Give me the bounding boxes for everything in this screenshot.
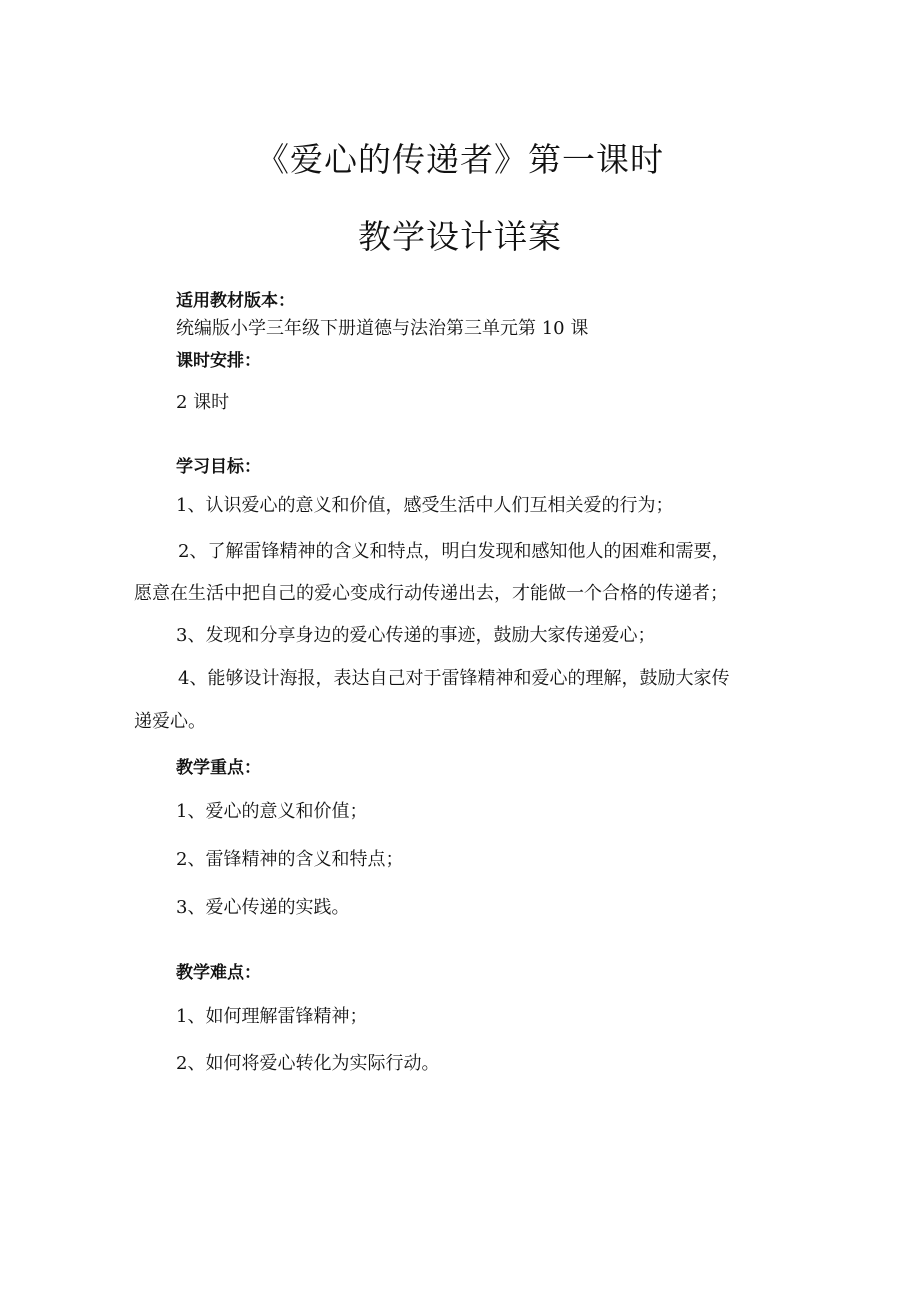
objective-item-continuation: 愿意在生活中把自己的爱心变成行动传递出去，才能做一个合格的传递者； [134,583,728,604]
objective-item: 1、认识爱心的意义和价值，感受生活中人们互相关爱的行为； [176,495,674,516]
difficulty-item: 1、如何理解雷锋精神； [176,1006,368,1027]
difficulty-item: 2、如何将爱心转化为实际行动。 [176,1053,440,1074]
key-point-item: 3、爱心传递的实践。 [176,897,350,918]
key-point-item: 1、爱心的意义和价值； [176,801,368,822]
key-point-item: 2、雷锋精神的含义和特点； [176,849,404,870]
textbook-value: 统编版小学三年级下册道德与法治第三单元第 10 课 [176,318,589,339]
objective-item: 3、发现和分享身边的爱心传递的事迹，鼓励大家传递爱心； [176,625,656,646]
schedule-heading: 课时安排： [176,351,261,371]
objectives-heading: 学习目标： [176,457,261,477]
schedule-value: 2 课时 [176,392,230,413]
objective-item: 4、能够设计海报，表达自己对于雷锋精神和爱心的理解，鼓励大家传 [178,668,730,689]
objective-item-continuation: 递爱心。 [134,711,206,732]
key-points-heading: 教学重点： [176,758,261,778]
textbook-heading: 适用教材版本： [176,291,295,311]
document-title: 《爱心的传递者》第一课时 [256,140,664,179]
difficulties-heading: 教学难点： [176,963,261,983]
objective-item: 2、了解雷锋精神的含义和特点，明白发现和感知他人的困难和需要， [178,541,730,562]
document-subtitle: 教学设计详案 [358,217,562,256]
